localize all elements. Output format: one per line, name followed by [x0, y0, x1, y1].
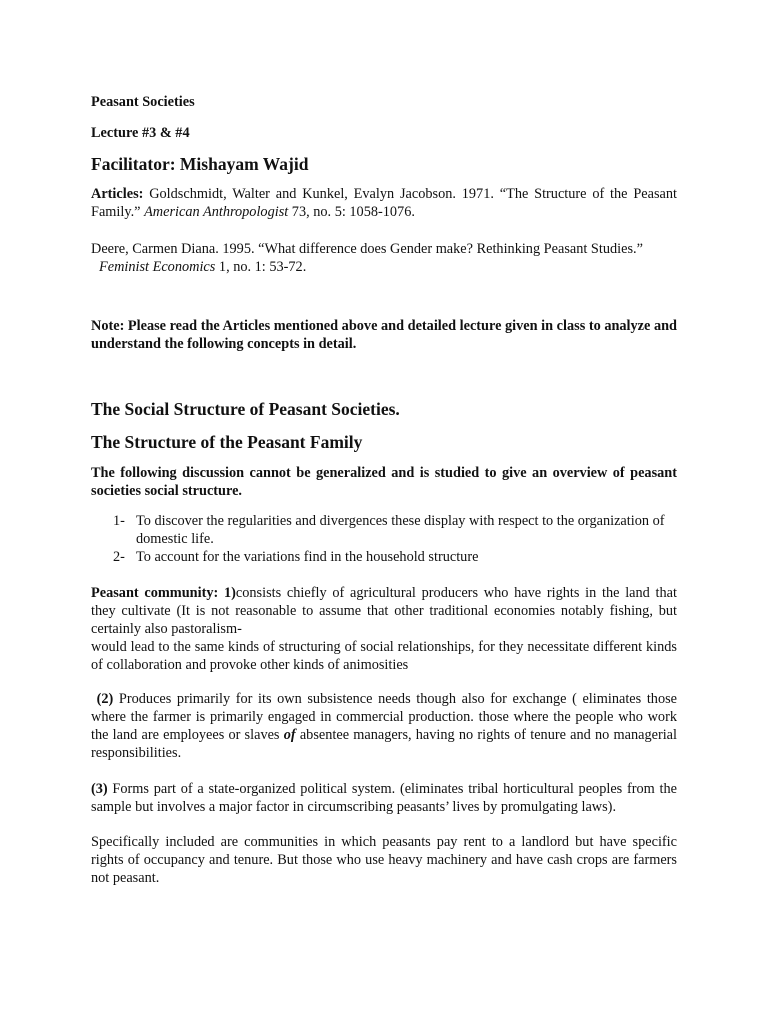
ref1-details: 73, no. 5: 1058-1076. — [288, 204, 415, 220]
point-3-label: (3) — [91, 781, 108, 797]
facilitator-heading: Facilitator: Mishayam Wajid — [91, 154, 309, 174]
list-item-text: To discover the regularities and divergences these display with respect to the organization of domestic life. — [136, 513, 665, 547]
lecture-number: Lecture #3 & #4 — [91, 125, 190, 141]
section-title-social-structure: The Social Structure of Peasant Societies. — [91, 399, 400, 419]
ref2-authors: Deere, Carmen Diana. 1995. “What difference does Gender make? Rethinking Peasant Studies.” — [91, 241, 643, 257]
ref2-journal: Feminist Economics — [99, 259, 216, 275]
community-text-a: consists chiefly of agricultural producers who have rights in the land that they cultivate (It is not reasonable to assume that other traditional economies notably fishing, but certainly also pastoralism- — [91, 585, 677, 637]
ref2-details: 1, no. 1: 53-72. — [215, 259, 307, 275]
list-item — [91, 512, 677, 548]
point-3-text: Forms part of a state-organized political system. (eliminates tribal horticultural peoples from the sample but involves a major factor in circumscribing peasants’ lives by promulgating laws). — [91, 781, 677, 815]
articles-label: Articles: — [91, 186, 144, 202]
ref1-journal: American Anthropologist — [144, 204, 289, 220]
article-reference-1 — [91, 185, 677, 221]
point-2-label: (2) — [96, 691, 114, 707]
ref2-journal-line — [91, 258, 677, 276]
community-definition — [91, 584, 677, 674]
point-2-emphasis: of — [283, 727, 296, 743]
community-label: Peasant community: 1) — [91, 585, 236, 601]
list-item — [91, 548, 677, 566]
intro-statement: The following discussion cannot be generalized and is studied to give an overview of peasant societies social structure. — [91, 465, 677, 499]
objectives-list — [91, 512, 677, 566]
point-2-text-b: absentee managers, having no rights of tenure and no managerial responsibilities. — [91, 727, 677, 761]
community-text-b: would lead to the same kinds of structuring of social relationships, for they necessitate different kinds of collaboration and provoke other kinds of animosities — [91, 639, 677, 673]
list-item-number: 1- — [113, 513, 125, 529]
closing-paragraph: Specifically included are communities in which peasants pay rent to a landlord but have specific rights of occupancy and tenure. But those who use heavy machinery and have cash crops are farmers not peasant. — [91, 834, 677, 886]
point-2-paragraph — [91, 690, 677, 762]
course-title: Peasant Societies — [91, 94, 195, 110]
list-item-number: 2- — [113, 549, 125, 565]
section-title-peasant-family: The Structure of the Peasant Family — [91, 432, 363, 452]
reading-note: Note: Please read the Articles mentioned above and detailed lecture given in class to analyze and understand the following concepts in detail. — [91, 318, 677, 352]
list-item-text: To account for the variations find in the household structure — [136, 549, 479, 565]
point-2-text-a: Produces primarily for its own subsistence needs though also for exchange ( eliminates those where the farmer is primarily engaged in commercial production. those where the people who work the land are employees or slaves — [91, 691, 678, 743]
ref1-authors: Goldschmidt, Walter and Kunkel, Evalyn Jacobson. 1971. “The Structure of the Peasant Family.” — [91, 186, 677, 220]
point-3-paragraph — [91, 780, 677, 816]
article-reference-2 — [91, 240, 677, 276]
